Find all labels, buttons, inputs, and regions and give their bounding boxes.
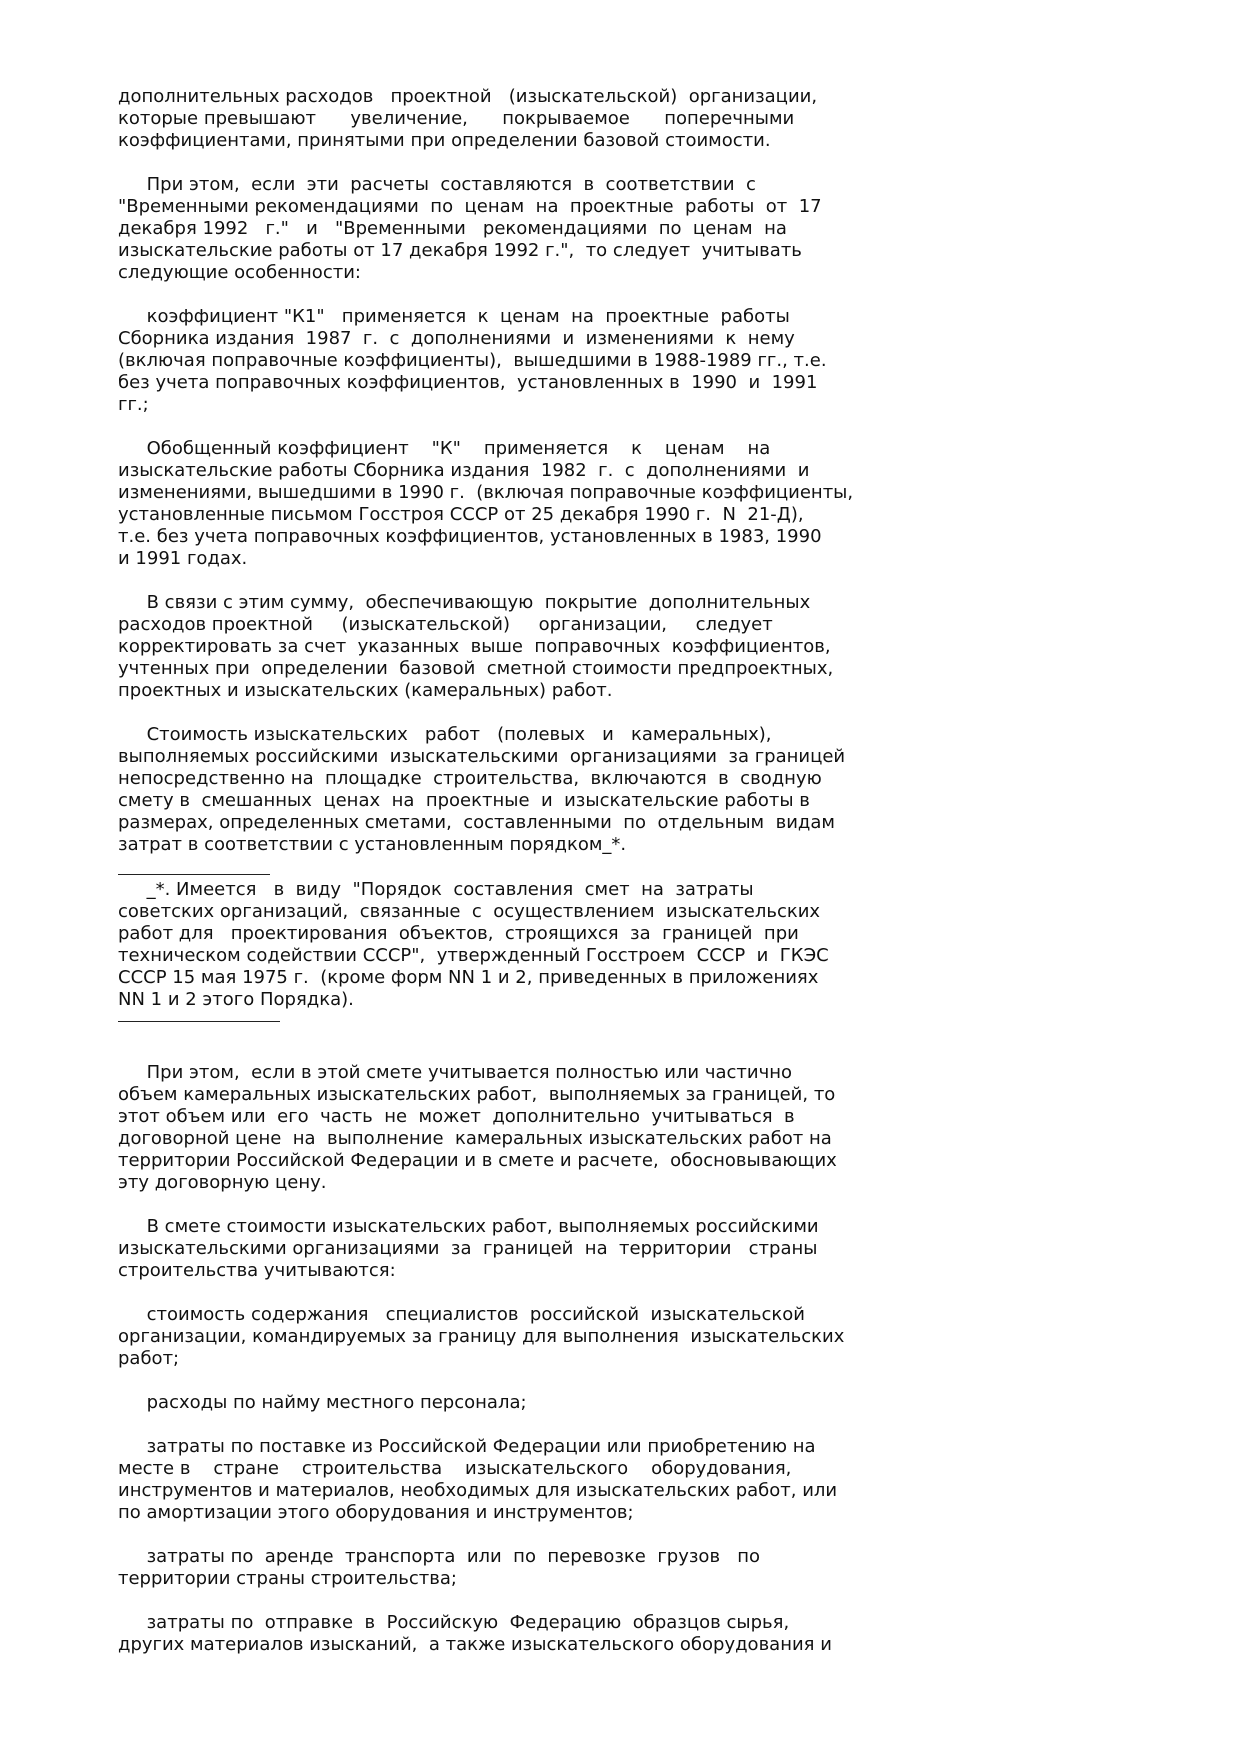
text-line: гг.;: [118, 394, 149, 415]
footnote: [118, 879, 1118, 1011]
text-line: по амортизации этого оборудования и инструментов;: [118, 1502, 634, 1523]
footnote-line: техническом содействии СССР", утвержденный Госстроем СССР и ГКЭС: [118, 945, 829, 966]
text-line: изменениями, вышедшими в 1990 г. (включая поправочные коэффициенты,: [118, 482, 854, 503]
text-line: месте в стране строительства изыскательского оборудования,: [118, 1458, 792, 1479]
text-line: организации, командируемых за границу для выполнения изыскательских: [118, 1326, 845, 1347]
text-line: Сборника издания 1987 г. с дополнениями и изменениями к нему: [118, 328, 795, 349]
text-line: (включая поправочные коэффициенты), вышедшими в 1988-1989 гг., т.е.: [118, 350, 827, 371]
text-line: изыскательские работы от 17 декабря 1992 г.", то следует учитывать: [118, 240, 802, 261]
text-line: размерах, определенных сметами, составленными по отдельным видам: [118, 812, 835, 833]
text-line: Обобщенный коэффициент "К" применяется к ценам на: [118, 438, 771, 459]
text-line: территории Российской Федерации и в смете и расчете, обосновывающих: [118, 1150, 837, 1171]
text-line: следующие особенности:: [118, 262, 361, 283]
paragraph: [118, 1392, 1118, 1414]
text-line: работ;: [118, 1348, 180, 1369]
text-line: затрат в соответствии с установленным порядком_*.: [118, 834, 627, 855]
text-line: затраты по поставке из Российской Федерации или приобретению на: [118, 1436, 816, 1457]
text-line: затраты по отправке в Российскую Федерацию образцов сырья,: [118, 1612, 790, 1633]
text-line: без учета поправочных коэффициентов, установленных в 1990 и 1991: [118, 372, 818, 393]
text-line: смету в смешанных ценах на проектные и изыскательские работы в: [118, 790, 810, 811]
text-line: При этом, если в этой смете учитывается полностью или частично: [118, 1062, 793, 1083]
text-line: т.е. без учета поправочных коэффициентов, установленных в 1983, 1990: [118, 526, 822, 547]
text-line: корректировать за счет указанных выше поправочных коэффициентов,: [118, 636, 831, 657]
text-line: учтенных при определении базовой сметной стоимости предпроектных,: [118, 658, 834, 679]
text-line: изыскательскими организациями за границей на территории страны: [118, 1238, 818, 1259]
text-line: коэффициентами, принятыми при определении базовой стоимости.: [118, 130, 771, 151]
text-line: "Временными рекомендациями по ценам на проектные работы от 17: [118, 196, 822, 217]
footnote-line: СССР 15 мая 1975 г. (кроме форм NN 1 и 2, приведенных в приложениях: [118, 967, 819, 988]
text-line: В связи с этим сумму, обеспечивающую покрытие дополнительных: [118, 592, 811, 613]
text-line: инструментов и материалов, необходимых для изыскательских работ, или: [118, 1480, 838, 1501]
text-line: коэффициент "К1" применяется к ценам на проектные работы: [118, 306, 790, 327]
text-line: объем камеральных изыскательских работ, выполняемых за границей, то: [118, 1084, 836, 1105]
text-line: дополнительных расходов проектной (изыскательской) организации,: [118, 86, 818, 107]
text-line: При этом, если эти расчеты составляются в соответствии с: [118, 174, 756, 195]
footnote-separator-bottom: [118, 1021, 280, 1022]
text-line: которые превышают увеличение, покрываемое поперечными: [118, 108, 795, 129]
footnote-separator-top: [118, 874, 270, 875]
paragraph: [118, 438, 1118, 570]
text-line: В смете стоимости изыскательских работ, выполняемых российскими: [118, 1216, 819, 1237]
text-line: расходов проектной (изыскательской) организации, следует: [118, 614, 773, 635]
paragraph: [118, 592, 1118, 702]
paragraph: [118, 724, 1118, 856]
paragraph: [118, 1304, 1118, 1370]
text-line: изыскательские работы Сборника издания 1982 г. с дополнениями и: [118, 460, 810, 481]
text-line: Стоимость изыскательских работ (полевых и камеральных),: [118, 724, 772, 745]
text-line: непосредственно на площадке строительства, включаются в сводную: [118, 768, 822, 789]
paragraph: [118, 1546, 1118, 1590]
footnote-line: советских организаций, связанные с осуществлением изыскательских: [118, 901, 821, 922]
main-text: [118, 86, 1118, 856]
text-line: декабря 1992 г." и "Временными рекомендациями по ценам на: [118, 218, 787, 239]
paragraph: [118, 306, 1118, 416]
text-line: расходы по найму местного персонала;: [118, 1392, 527, 1413]
text-line: стоимость содержания специалистов российской изыскательской: [118, 1304, 805, 1325]
footnote-line: работ для проектирования объектов, строящихся за границей при: [118, 923, 799, 944]
paragraph: [118, 86, 1118, 152]
paragraph: [118, 1062, 1118, 1194]
document-page: [118, 86, 1118, 1678]
paragraph: [118, 1216, 1118, 1282]
footnote-line: _*. Имеется в виду "Порядок составления смет на затраты: [118, 879, 754, 900]
text-line: затраты по аренде транспорта или по перевозке грузов по: [118, 1546, 760, 1567]
text-line: договорной цене на выполнение камеральных изыскательских работ на: [118, 1128, 832, 1149]
paragraph: [118, 174, 1118, 284]
text-line: территории страны строительства;: [118, 1568, 457, 1589]
footnote-line: NN 1 и 2 этого Порядка).: [118, 989, 354, 1010]
paragraph: [118, 1436, 1118, 1524]
main-text-continued: [118, 1062, 1118, 1656]
text-line: установленные письмом Госстроя СССР от 25 декабря 1990 г. N 21-Д),: [118, 504, 804, 525]
text-line: строительства учитываются:: [118, 1260, 396, 1281]
text-line: других материалов изысканий, а также изыскательского оборудования и: [118, 1634, 832, 1655]
text-line: этот объем или его часть не может дополнительно учитываться в: [118, 1106, 795, 1127]
text-line: и 1991 годах.: [118, 548, 248, 569]
text-line: проектных и изыскательских (камеральных) работ.: [118, 680, 613, 701]
text-line: выполняемых российскими изыскательскими организациями за границей: [118, 746, 846, 767]
paragraph: [118, 1612, 1118, 1656]
text-line: эту договорную цену.: [118, 1172, 327, 1193]
